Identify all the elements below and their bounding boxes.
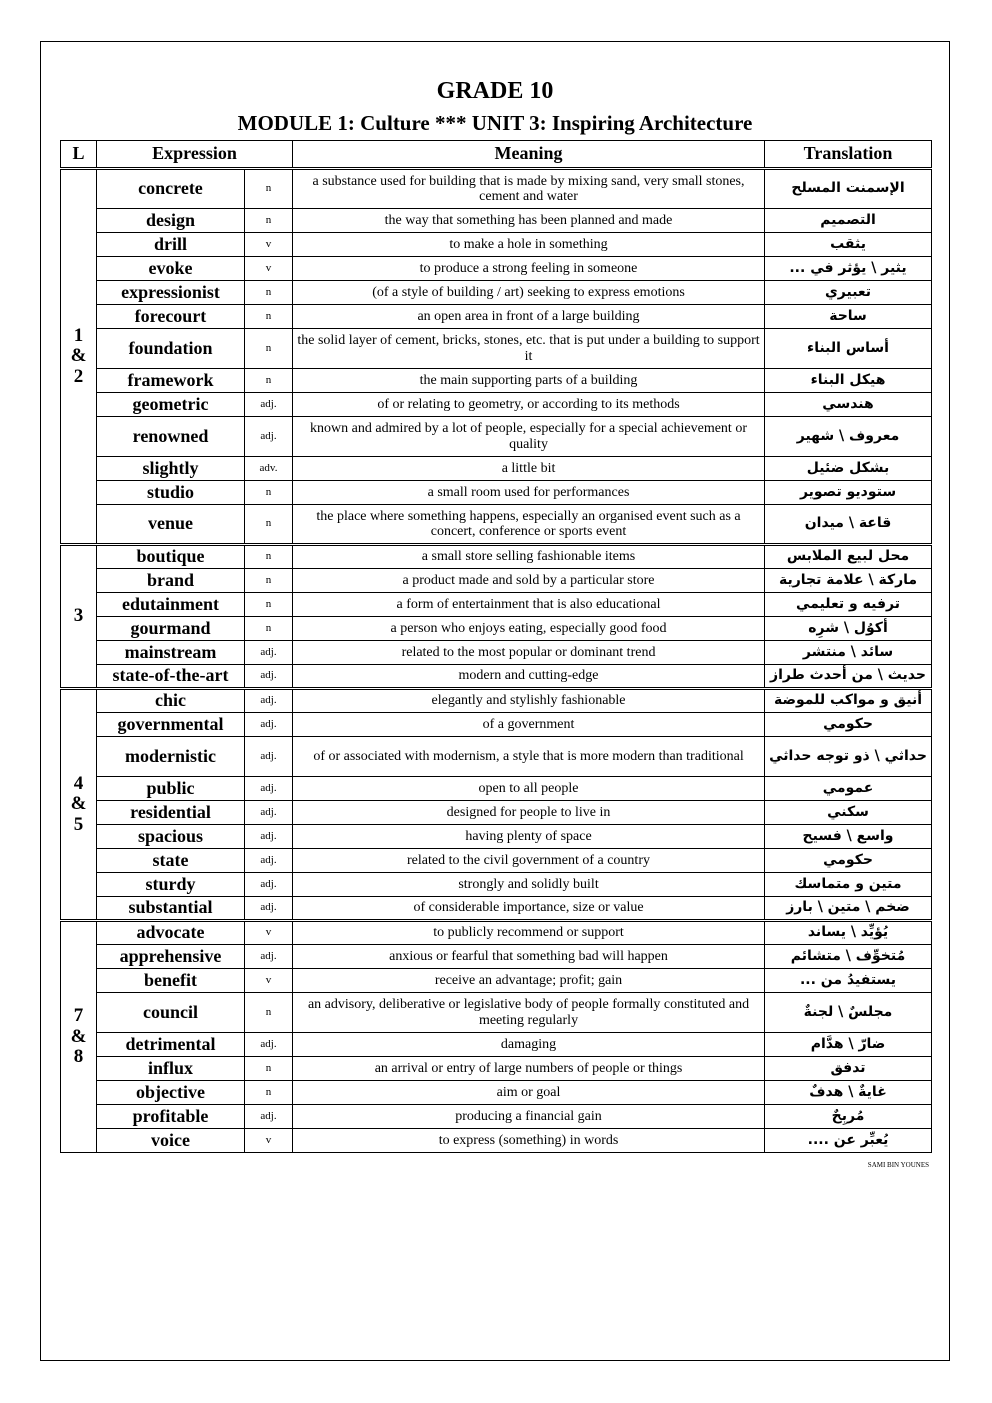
page-title: GRADE 10 xyxy=(436,78,554,104)
expression-cell: state xyxy=(97,849,245,873)
part-of-speech-cell: adj. xyxy=(245,825,293,849)
part-of-speech-cell: v xyxy=(245,233,293,257)
meaning-cell: related to the civil government of a country xyxy=(293,849,765,873)
expression-cell: spacious xyxy=(97,825,245,849)
part-of-speech-cell: n xyxy=(245,209,293,233)
lesson-cell: 3 xyxy=(61,545,97,689)
table-row xyxy=(61,689,932,713)
meaning-cell: elegantly and stylishly fashionable xyxy=(293,689,765,713)
meaning-cell: an open area in front of a large building xyxy=(293,305,765,329)
part-of-speech-cell: v xyxy=(245,257,293,281)
expression-cell: residential xyxy=(97,801,245,825)
translation-cell: ترفيه و تعليمي xyxy=(765,593,932,617)
translation-cell: هندسي xyxy=(765,393,932,417)
expression-cell: profitable xyxy=(97,1105,245,1129)
table-row xyxy=(61,1081,932,1105)
expression-cell: evoke xyxy=(97,257,245,281)
meaning-cell: to make a hole in something xyxy=(293,233,765,257)
translation-cell: هيكل البناء xyxy=(765,369,932,393)
expression-cell: public xyxy=(97,777,245,801)
translation-cell: ضارّ \ هدَّام xyxy=(765,1033,932,1057)
lesson-cell: 1 & 2 xyxy=(61,169,97,545)
meaning-cell: anxious or fearful that something bad will happen xyxy=(293,945,765,969)
table-row xyxy=(61,617,932,641)
table-row xyxy=(61,825,932,849)
part-of-speech-cell: n xyxy=(245,369,293,393)
part-of-speech-cell: n xyxy=(245,993,293,1033)
table-row xyxy=(61,329,932,369)
table-row xyxy=(61,777,932,801)
meaning-cell: of a government xyxy=(293,713,765,737)
table-row xyxy=(61,369,932,393)
expression-cell: sturdy xyxy=(97,873,245,897)
expression-cell: objective xyxy=(97,1081,245,1105)
meaning-cell: to publicly recommend or support xyxy=(293,921,765,945)
table-row xyxy=(61,945,932,969)
header-lesson: L xyxy=(61,141,97,169)
part-of-speech-cell: adj. xyxy=(245,737,293,777)
meaning-cell: (of a style of building / art) seeking to express emotions xyxy=(293,281,765,305)
translation-cell: قاعة \ ميدان xyxy=(765,505,932,545)
table-row xyxy=(61,897,932,921)
translation-cell: مُربِحٌ xyxy=(765,1105,932,1129)
expression-cell: voice xyxy=(97,1129,245,1153)
translation-cell: تدفق xyxy=(765,1057,932,1081)
translation-cell: أكوُل \ شرِه xyxy=(765,617,932,641)
expression-cell: slightly xyxy=(97,457,245,481)
expression-cell: venue xyxy=(97,505,245,545)
part-of-speech-cell: adj. xyxy=(245,417,293,457)
meaning-cell: open to all people xyxy=(293,777,765,801)
expression-cell: renowned xyxy=(97,417,245,457)
part-of-speech-cell: adj. xyxy=(245,393,293,417)
meaning-cell: to express (something) in words xyxy=(293,1129,765,1153)
translation-cell: الإسمنت المسلح xyxy=(765,169,932,209)
translation-cell: يثير \ يؤثر في ... xyxy=(765,257,932,281)
expression-cell: design xyxy=(97,209,245,233)
table-row xyxy=(61,801,932,825)
translation-cell: حكومي xyxy=(765,849,932,873)
translation-cell: مجلسٌ \ لجنةٌ xyxy=(765,993,932,1033)
part-of-speech-cell: n xyxy=(245,1081,293,1105)
meaning-cell: to produce a strong feeling in someone xyxy=(293,257,765,281)
part-of-speech-cell: adj. xyxy=(245,801,293,825)
translation-cell: أساس البناء xyxy=(765,329,932,369)
author-credit: SAMI BIN YOUNES xyxy=(867,1161,929,1169)
translation-cell: التصميم xyxy=(765,209,932,233)
expression-cell: benefit xyxy=(97,969,245,993)
expression-cell: forecourt xyxy=(97,305,245,329)
table-row xyxy=(61,969,932,993)
part-of-speech-cell: adj. xyxy=(245,849,293,873)
table-row xyxy=(61,569,932,593)
meaning-cell: of or relating to geometry, or according to its methods xyxy=(293,393,765,417)
part-of-speech-cell: n xyxy=(245,281,293,305)
meaning-cell: a little bit xyxy=(293,457,765,481)
translation-cell: ستوديو تصوير xyxy=(765,481,932,505)
expression-cell: geometric xyxy=(97,393,245,417)
translation-cell: سكني xyxy=(765,801,932,825)
expression-cell: advocate xyxy=(97,921,245,945)
meaning-cell: aim or goal xyxy=(293,1081,765,1105)
table-row xyxy=(61,849,932,873)
translation-cell: محل لبيع الملابس xyxy=(765,545,932,569)
part-of-speech-cell: n xyxy=(245,545,293,569)
table-row xyxy=(61,169,932,209)
translation-cell: يثقب xyxy=(765,233,932,257)
part-of-speech-cell: adj. xyxy=(245,777,293,801)
table-row xyxy=(61,873,932,897)
translation-cell: حديث \ من أحدث طراز xyxy=(765,665,932,689)
part-of-speech-cell: adv. xyxy=(245,457,293,481)
meaning-cell: a substance used for building that is made by mixing sand, very small stones, cement and water xyxy=(293,169,765,209)
table-row xyxy=(61,1129,932,1153)
translation-cell: سائد \ منتشر xyxy=(765,641,932,665)
part-of-speech-cell: n xyxy=(245,305,293,329)
part-of-speech-cell: n xyxy=(245,1057,293,1081)
meaning-cell: known and admired by a lot of people, especially for a special achievement or quality xyxy=(293,417,765,457)
table-row xyxy=(61,1057,932,1081)
expression-cell: governmental xyxy=(97,713,245,737)
part-of-speech-cell: n xyxy=(245,329,293,369)
part-of-speech-cell: v xyxy=(245,921,293,945)
meaning-cell: damaging xyxy=(293,1033,765,1057)
expression-cell: state-of-the-art xyxy=(97,665,245,689)
expression-cell: expressionist xyxy=(97,281,245,305)
table-row xyxy=(61,257,932,281)
part-of-speech-cell: adj. xyxy=(245,873,293,897)
part-of-speech-cell: adj. xyxy=(245,713,293,737)
meaning-cell: of or associated with modernism, a style that is more modern than traditional xyxy=(293,737,765,777)
part-of-speech-cell: n xyxy=(245,481,293,505)
table-row xyxy=(61,233,932,257)
meaning-cell: the main supporting parts of a building xyxy=(293,369,765,393)
expression-cell: framework xyxy=(97,369,245,393)
table-row xyxy=(61,713,932,737)
translation-cell: حكومي xyxy=(765,713,932,737)
translation-cell: ضخم \ متين \ بارز xyxy=(765,897,932,921)
table-row xyxy=(61,641,932,665)
table-row xyxy=(61,921,932,945)
part-of-speech-cell: adj. xyxy=(245,1105,293,1129)
table-row xyxy=(61,457,932,481)
part-of-speech-cell: v xyxy=(245,969,293,993)
meaning-cell: the solid layer of cement, bricks, stones, etc. that is put under a building to support it xyxy=(293,329,765,369)
part-of-speech-cell: n xyxy=(245,593,293,617)
expression-cell: studio xyxy=(97,481,245,505)
translation-cell: مُتخوِّف \ متشائم xyxy=(765,945,932,969)
expression-cell: chic xyxy=(97,689,245,713)
translation-cell: معروف \ شهير xyxy=(765,417,932,457)
expression-cell: gourmand xyxy=(97,617,245,641)
part-of-speech-cell: n xyxy=(245,169,293,209)
part-of-speech-cell: n xyxy=(245,569,293,593)
meaning-cell: of considerable importance, size or value xyxy=(293,897,765,921)
meaning-cell: producing a financial gain xyxy=(293,1105,765,1129)
translation-cell: متين و متماسك xyxy=(765,873,932,897)
part-of-speech-cell: n xyxy=(245,617,293,641)
translation-cell: غايةٌ \ هدفٌ xyxy=(765,1081,932,1105)
expression-cell: detrimental xyxy=(97,1033,245,1057)
part-of-speech-cell: adj. xyxy=(245,665,293,689)
meaning-cell: receive an advantage; profit; gain xyxy=(293,969,765,993)
expression-cell: mainstream xyxy=(97,641,245,665)
translation-cell: يُؤيِّد \ يساند xyxy=(765,921,932,945)
expression-cell: influx xyxy=(97,1057,245,1081)
table-header-row xyxy=(61,141,932,169)
translation-cell: عمومي xyxy=(765,777,932,801)
part-of-speech-cell: adj. xyxy=(245,641,293,665)
lesson-cell: 4 & 5 xyxy=(61,689,97,921)
table-row xyxy=(61,737,932,777)
table-row xyxy=(61,993,932,1033)
translation-cell: واسع \ فسيح xyxy=(765,825,932,849)
meaning-cell: related to the most popular or dominant trend xyxy=(293,641,765,665)
table-row xyxy=(61,481,932,505)
expression-cell: edutainment xyxy=(97,593,245,617)
translation-cell: حداثي \ ذو توجه حداثي xyxy=(765,737,932,777)
translation-cell: أنيق و مواكب للموضة xyxy=(765,689,932,713)
expression-cell: concrete xyxy=(97,169,245,209)
meaning-cell: a product made and sold by a particular store xyxy=(293,569,765,593)
table-row xyxy=(61,281,932,305)
expression-cell: apprehensive xyxy=(97,945,245,969)
table-row xyxy=(61,305,932,329)
translation-cell: يُعبِّر عن .... xyxy=(765,1129,932,1153)
expression-cell: modernistic xyxy=(97,737,245,777)
meaning-cell: a form of entertainment that is also educational xyxy=(293,593,765,617)
meaning-cell: a person who enjoys eating, especially good food xyxy=(293,617,765,641)
table-row xyxy=(61,1105,932,1129)
header-translation: Translation xyxy=(765,141,932,169)
meaning-cell: the place where something happens, especially an organised event such as a concert, conference or sports event xyxy=(293,505,765,545)
expression-cell: council xyxy=(97,993,245,1033)
translation-cell: تعبيري xyxy=(765,281,932,305)
vocabulary-table xyxy=(60,140,932,1153)
translation-cell: بشكل ضئيل xyxy=(765,457,932,481)
table-row xyxy=(61,545,932,569)
part-of-speech-cell: adj. xyxy=(245,689,293,713)
table-row xyxy=(61,505,932,545)
part-of-speech-cell: adj. xyxy=(245,945,293,969)
meaning-cell: a small room used for performances xyxy=(293,481,765,505)
part-of-speech-cell: adj. xyxy=(245,897,293,921)
meaning-cell: strongly and solidly built xyxy=(293,873,765,897)
translation-cell: ماركة \ علامة تجارية xyxy=(765,569,932,593)
meaning-cell: modern and cutting-edge xyxy=(293,665,765,689)
table-row xyxy=(61,393,932,417)
table-row xyxy=(61,665,932,689)
expression-cell: foundation xyxy=(97,329,245,369)
meaning-cell: an arrival or entry of large numbers of people or things xyxy=(293,1057,765,1081)
meaning-cell: the way that something has been planned and made xyxy=(293,209,765,233)
translation-cell: يستفيدُ من ... xyxy=(765,969,932,993)
lesson-cell: 7 & 8 xyxy=(61,921,97,1153)
part-of-speech-cell: adj. xyxy=(245,1033,293,1057)
table-row xyxy=(61,1033,932,1057)
expression-cell: boutique xyxy=(97,545,245,569)
header-meaning: Meaning xyxy=(293,141,765,169)
page-subtitle: MODULE 1: Culture *** UNIT 3: Inspiring Architecture xyxy=(237,111,753,135)
table-row xyxy=(61,209,932,233)
part-of-speech-cell: v xyxy=(245,1129,293,1153)
expression-cell: brand xyxy=(97,569,245,593)
meaning-cell: a small store selling fashionable items xyxy=(293,545,765,569)
meaning-cell: an advisory, deliberative or legislative body of people formally constituted and meeting regularly xyxy=(293,993,765,1033)
header-expression: Expression xyxy=(97,141,293,169)
meaning-cell: having plenty of space xyxy=(293,825,765,849)
table-row xyxy=(61,593,932,617)
meaning-cell: designed for people to live in xyxy=(293,801,765,825)
expression-cell: drill xyxy=(97,233,245,257)
table-row xyxy=(61,417,932,457)
expression-cell: substantial xyxy=(97,897,245,921)
part-of-speech-cell: n xyxy=(245,505,293,545)
translation-cell: ساحة xyxy=(765,305,932,329)
